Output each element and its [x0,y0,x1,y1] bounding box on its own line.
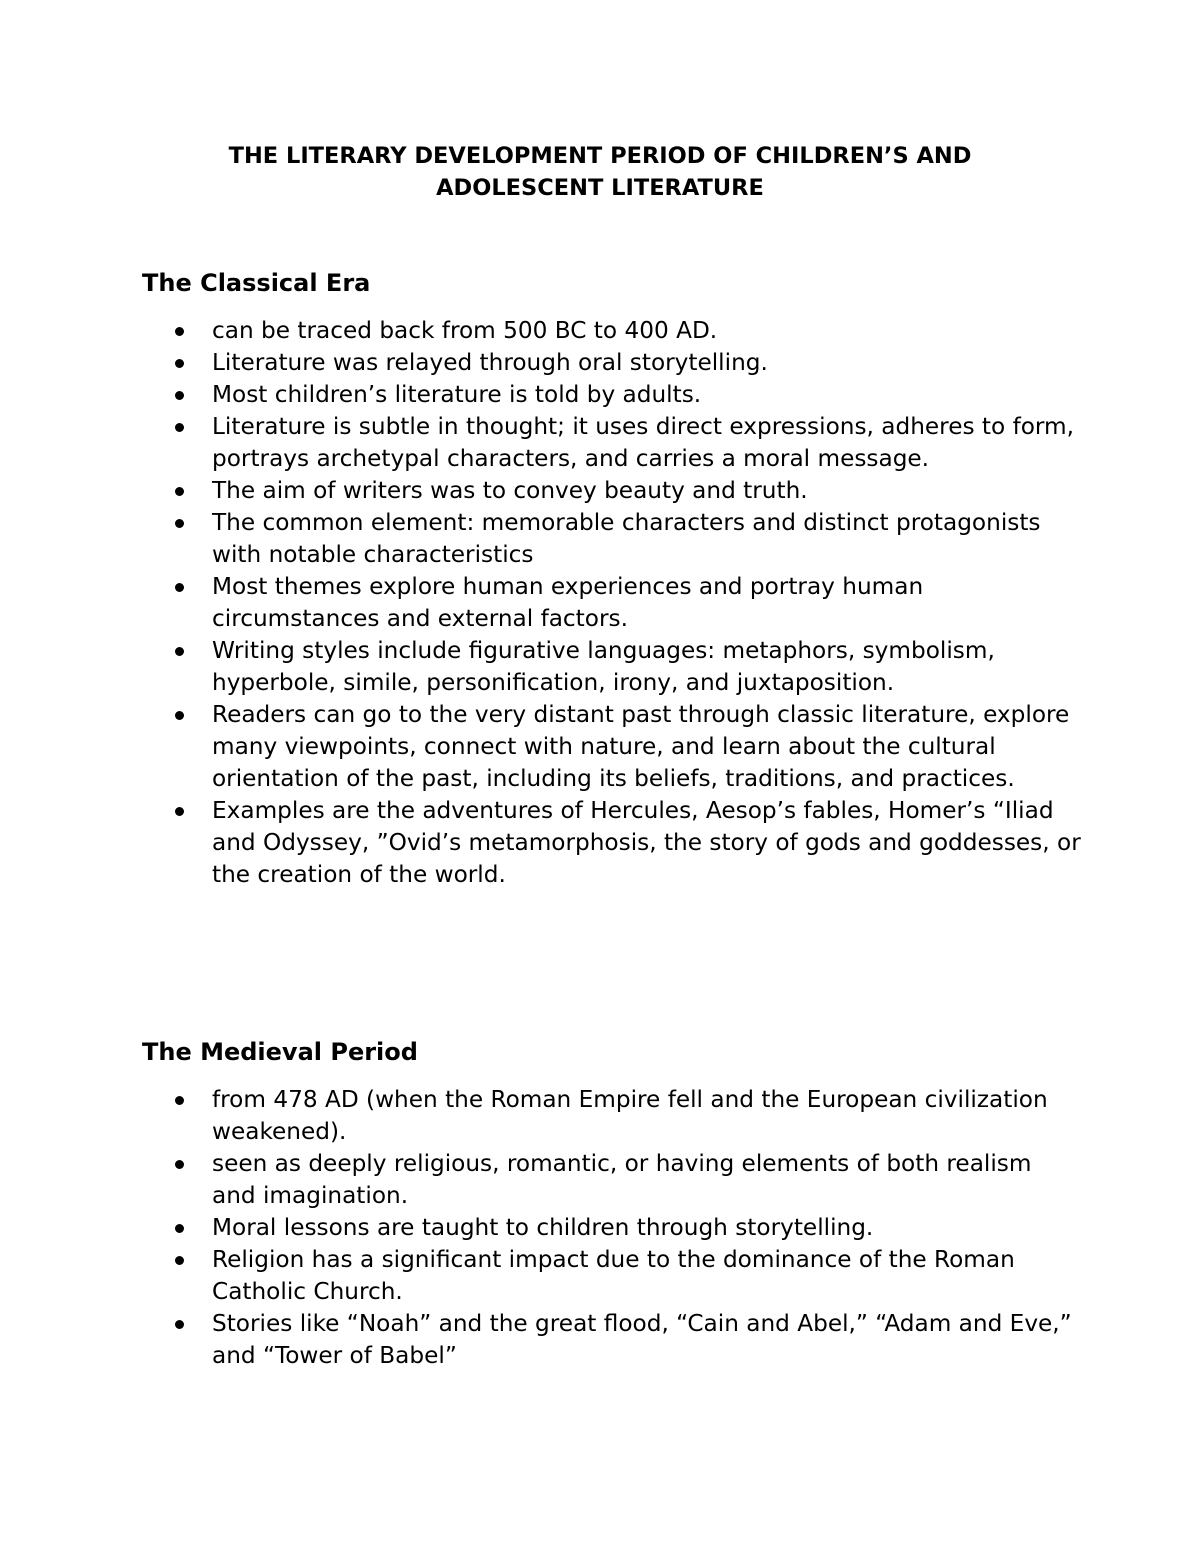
bullet-icon [175,519,184,528]
bullet-list-classical-era [142,315,1082,891]
document-title [160,140,1040,204]
title-line-1: THE LITERARY DEVELOPMENT PERIOD OF CHILDREN’S AND [228,143,972,169]
list-item [142,507,1082,571]
bullet-icon [175,1224,184,1233]
list-item [142,1084,1082,1148]
list-item [142,315,1082,347]
title-line-2: ADOLESCENT LITERATURE [436,175,764,201]
bullet-list-medieval-period [142,1084,1082,1372]
list-item [142,379,1082,411]
bullet-icon [175,391,184,400]
bullet-icon [175,647,184,656]
bullet-icon [175,1256,184,1265]
list-item-text: Moral lessons are taught to children through storytelling. [212,1214,874,1241]
list-item-text: The aim of writers was to convey beauty and truth. [212,477,808,504]
bullet-icon [175,327,184,336]
bullet-icon [175,423,184,432]
list-item [142,1212,1082,1244]
bullet-icon [175,807,184,816]
list-item [142,635,1082,699]
list-item-text: Stories like “Noah” and the great flood, “Cain and Abel,” “Adam and Eve,” and “Tower of Babel” [212,1310,1072,1369]
bullet-icon [175,583,184,592]
section-heading-classical-era: The Classical Era [142,269,371,297]
section-heading-medieval-period: The Medieval Period [142,1038,418,1066]
list-item-text: from 478 AD (when the Roman Empire fell and the European civilization weakened). [212,1086,1048,1145]
list-item [142,347,1082,379]
list-item-text: Writing styles include figurative languages: metaphors, symbolism, hyperbole, simile, personification, irony, and juxtaposition. [212,637,995,696]
list-item-text: Most themes explore human experiences and portray human circumstances and external factors. [212,573,924,632]
list-item-text: Literature was relayed through oral storytelling. [212,349,768,376]
list-item [142,475,1082,507]
list-item [142,571,1082,635]
list-item-text: Literature is subtle in thought; it uses direct expressions, adheres to form, portrays archetypal characters, and carries a moral message. [212,413,1075,472]
bullet-icon [175,359,184,368]
list-item [142,1244,1082,1308]
bullet-icon [175,1160,184,1169]
list-item-text: Readers can go to the very distant past through classic literature, explore many viewpoints, connect with nature, and learn about the cultural orientation of the past, including its beliefs, traditions, and practices. [212,701,1070,792]
list-item-text: Religion has a significant impact due to the dominance of the Roman Catholic Church. [212,1246,1015,1305]
bullet-icon [175,1096,184,1105]
list-item-text: seen as deeply religious, romantic, or having elements of both realism and imagination. [212,1150,1032,1209]
list-item-text: Most children’s literature is told by adults. [212,381,702,408]
list-item-text: The common element: memorable characters and distinct protagonists with notable characteristics [212,509,1041,568]
list-item [142,411,1082,475]
bullet-icon [175,1320,184,1329]
list-item [142,795,1082,891]
list-item [142,1148,1082,1212]
bullet-icon [175,711,184,720]
bullet-icon [175,487,184,496]
list-item-text: Examples are the adventures of Hercules, Aesop’s fables, Homer’s “Iliad and Odyssey, ”Ovid’s metamorphosis, the story of gods and goddesses, or the creation of the world. [212,797,1081,888]
list-item-text: can be traced back from 500 BC to 400 AD. [212,317,718,344]
list-item [142,1308,1082,1372]
list-item [142,699,1082,795]
